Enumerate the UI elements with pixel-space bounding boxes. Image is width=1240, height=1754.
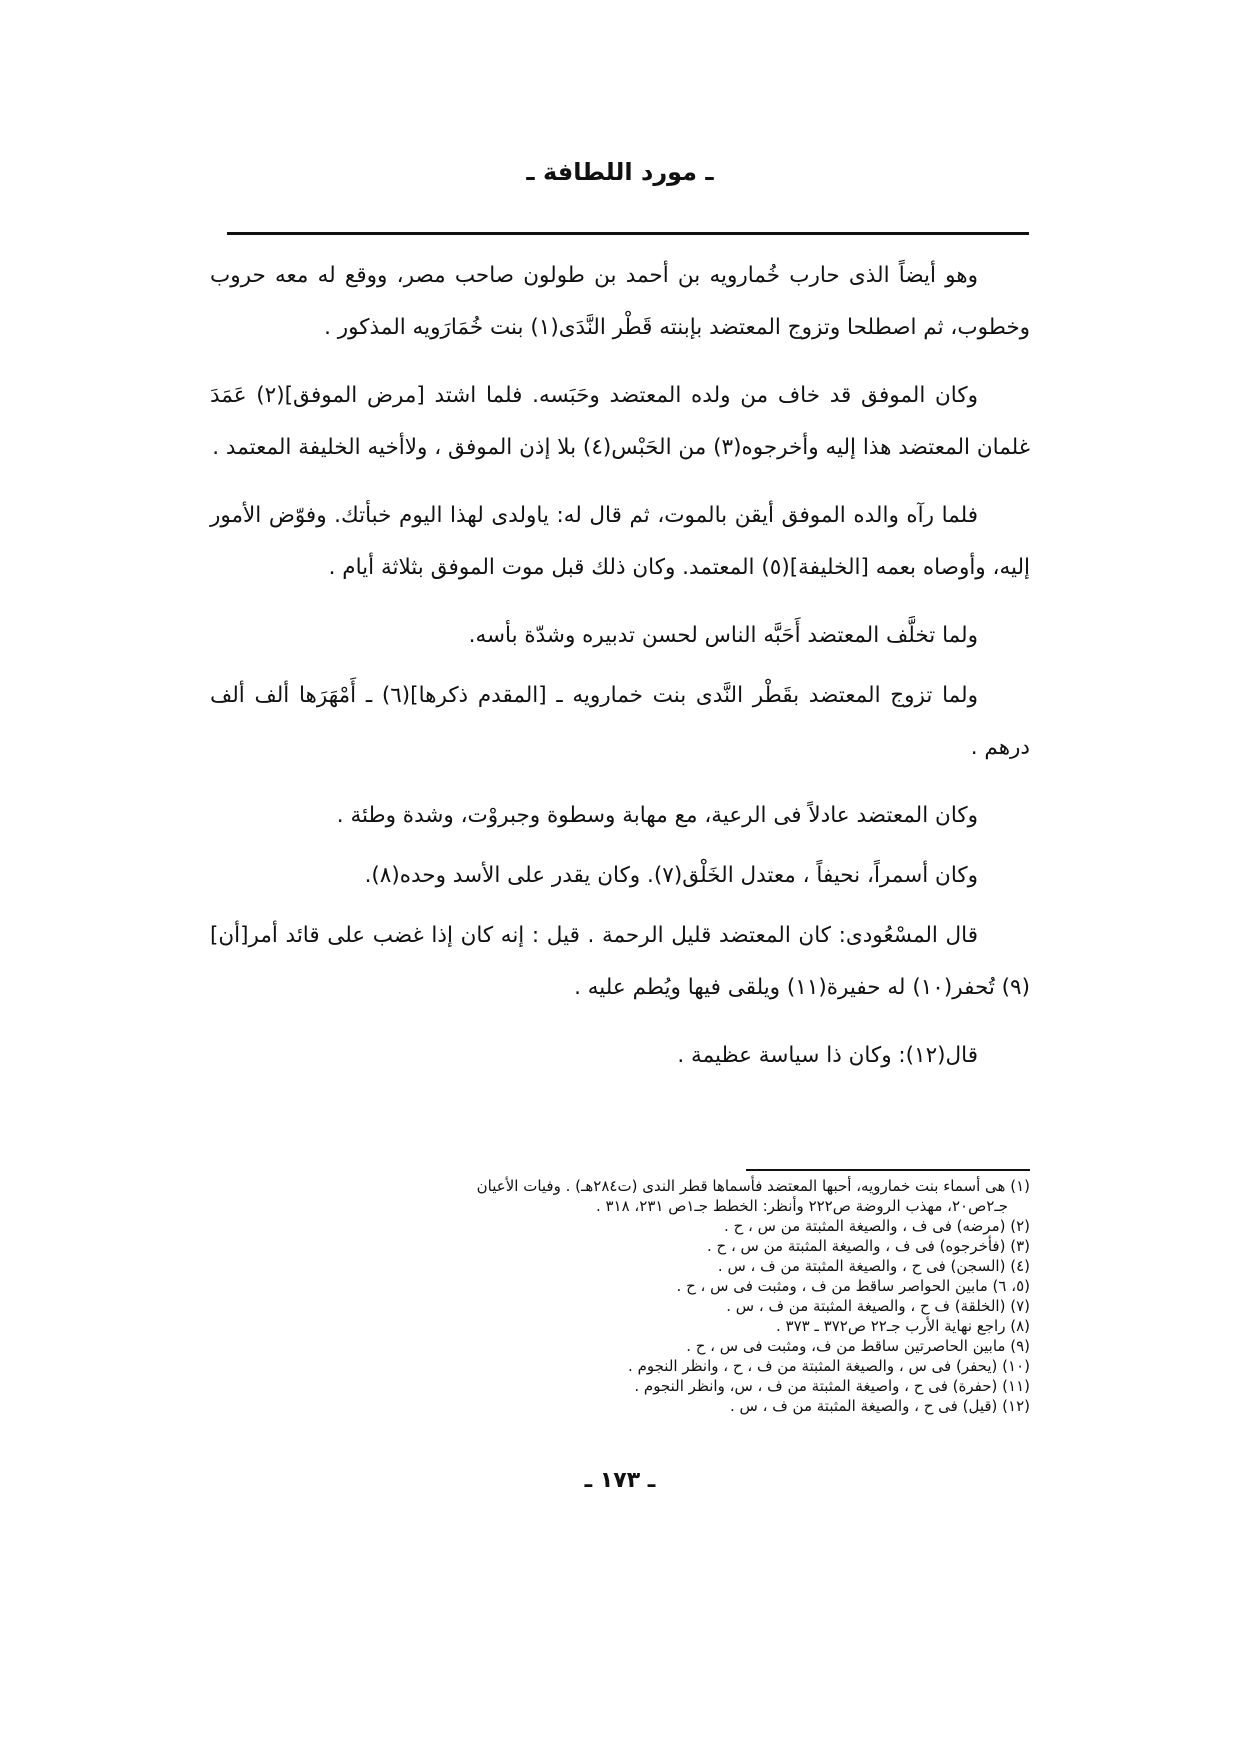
header-divider bbox=[227, 232, 1029, 235]
paragraph: قال(١٢): وكان ذا سياسة عظيمة . bbox=[677, 1043, 978, 1068]
paragraph: قال المسْعُودى: كان المعتضد قليل الرحمة . قيل : إنه كان إذا غضب على قائد أمر[أن](٩) تُحفر(١٠) له حفيرة(١١) ويلقى فيها ويُطم عليه . bbox=[210, 923, 1030, 1000]
footnote: (٨) راجع نهاية الأرب جـ٢٢ ص٣٧٢ ـ ٣٧٣ . bbox=[775, 1317, 1030, 1335]
footnote: (١١) (حفرة) فى ح ، واصيغة المثبتة من ف ، س، وانظر النجوم . bbox=[634, 1377, 1030, 1395]
footnote: (٧) (الخلقة) ف ح ، والصيغة المثبتة من ف ، س . bbox=[726, 1297, 1030, 1315]
footnote: (٢) (مرضه) فى ف ، والصيغة المثبتة من س ، ح . bbox=[724, 1217, 1030, 1235]
paragraph: ولما تزوج المعتضد بقَطْر النَّدى بنت خمارويه ـ [المقدم ذكرها](٦) ـ أَمْهَرَها ألف ألف درهم . bbox=[210, 683, 1030, 760]
footnote: (١٠) (يحفر) فى س ، والصيغة المثبتة من ف ، ح ، وانظر النجوم . bbox=[628, 1357, 1030, 1375]
footnote-continuation: جـ٢ص٢٠، مهذب الروضة ص٢٢٢ وأنظر: الخطط جـ١ص ٢٣١، ٣١٨ . bbox=[595, 1197, 1008, 1215]
footnote: (١) هى أسماء بنت خمارويه، أحبها المعتضد فأسماها قطر الندى (ت٢٨٤هـ) . وفيات الأعيان bbox=[476, 1177, 1030, 1195]
main-text bbox=[210, 250, 1030, 1098]
paragraph: فلما رآه والده الموفق أيقن بالموت، ثم قال له: ياولدى لهذا اليوم خبأتك. وفوّض الأمور إليه، وأوصاه بعمه [الخليفة](٥) المعتمد. وكان ذلك قبل موت الموفق بثلاثة أيام . bbox=[210, 503, 1030, 580]
footnote: (٥، ٦) مابين الحواصر ساقط من ف ، ومثبت فى س ، ح . bbox=[676, 1277, 1030, 1295]
paragraph: وكان المعتضد عادلاً فى الرعية، مع مهابة وسطوة وجبروْت، وشدة وطئة . bbox=[336, 803, 978, 828]
footnote: (٩) مابين الحاصرتين ساقط من ف، ومثبت فى س ، ح . bbox=[686, 1337, 1030, 1355]
paragraph: وهو أيضاً الذى حارب خُمارويه بن أحمد بن طولون صاحب مصر، ووقع له معه حروب وخطوب، ثم اصطلحا وتزوج المعتضد بإبنته قَطْر النَّدَى(١) بنت خُمَارَويه المذكور . bbox=[210, 263, 1030, 340]
footnotes bbox=[215, 1176, 1030, 1416]
footnote: (٣) (فأخرجوه) فى ف ، والصيغة المثبتة من س ، ح . bbox=[706, 1237, 1030, 1255]
footnote: (١٢) (قيل) فى ح ، والصيغة المثبتة من ف ، س . bbox=[730, 1397, 1030, 1415]
paragraph: وكان أسمراً، نحيفاً ، معتدل الخَلْق(٧). وكان يقدر على الأسد وحده(٨). bbox=[364, 863, 978, 888]
footnote: (٤) (السجن) فى ح ، والصيغة المثبتة من ف ، س . bbox=[717, 1257, 1030, 1275]
paragraph: ولما تخلَّف المعتضد أَحَبَّه الناس لحسن تدبيره وشدّة بأسه. bbox=[468, 623, 978, 648]
footnote-divider bbox=[746, 1169, 1030, 1171]
paragraph: وكان الموفق قد خاف من ولده المعتضد وحَبَسه. فلما اشتد [مرض الموفق](٢) عَمَدَ غلمان المعتضد هذا إليه وأخرجوه(٣) من الحَبْس(٤) بلا إذن الموفق ، ولاأخيه الخليفة المعتمد . bbox=[210, 383, 1030, 460]
running-header: ـ مورد اللطافة ـ bbox=[526, 158, 714, 186]
page-number: ـ ١٧٣ ـ bbox=[584, 1468, 656, 1493]
